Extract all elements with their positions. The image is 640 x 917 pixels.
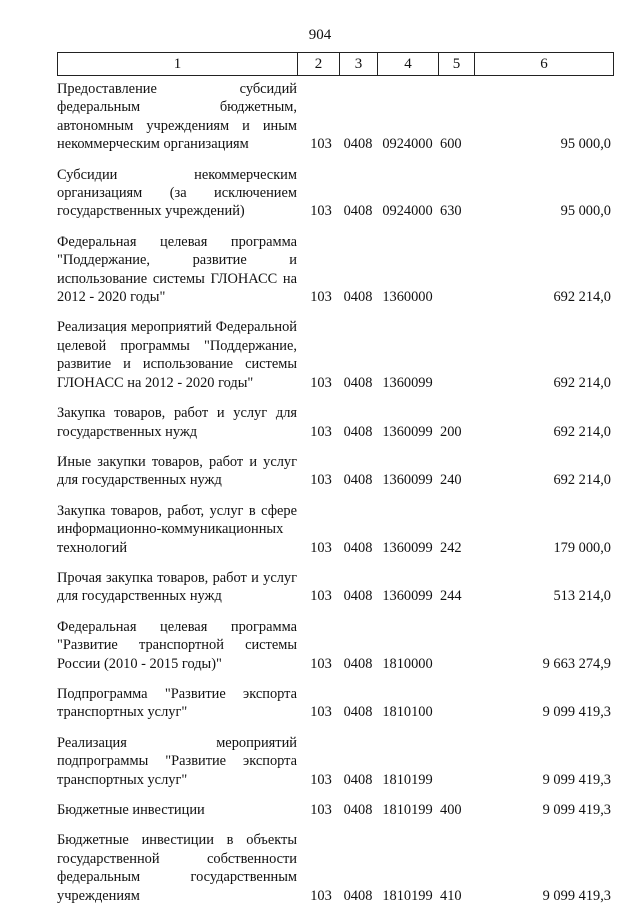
- row-col-4: 1360099: [382, 374, 433, 391]
- table-row: [57, 318, 614, 392]
- row-amount: 9 099 419,3: [542, 887, 611, 904]
- row-col-2: 103: [310, 539, 332, 556]
- row-col-5: 410: [440, 887, 462, 904]
- row-col-4: 1360099: [382, 423, 433, 440]
- row-col-5: 600: [440, 136, 462, 153]
- page-number: 904: [308, 27, 332, 43]
- row-col-3: 0408: [343, 539, 373, 556]
- row-col-2: 103: [310, 472, 332, 489]
- row-col-3: 0408: [343, 588, 373, 605]
- row-col-5: 200: [440, 423, 462, 440]
- row-amount: 9 099 419,3: [542, 802, 611, 818]
- table-row: [57, 569, 614, 606]
- row-name: Реализация мероприятий подпрограммы "Развитие экспорта транспортных услуг": [57, 734, 297, 788]
- header-col-4: 4: [378, 53, 439, 75]
- header-col-5: 5: [439, 53, 475, 75]
- row-amount: 692 214,0: [553, 374, 611, 391]
- row-col-2: 103: [310, 423, 332, 440]
- table-row: [57, 831, 614, 905]
- row-name: Подпрограмма "Развитие экспорта транспортных услуг": [57, 685, 297, 721]
- row-col-2: 103: [310, 136, 332, 153]
- row-col-2: 103: [310, 289, 332, 306]
- row-col-5: 400: [440, 802, 462, 818]
- row-col-4: 1360099: [382, 588, 433, 605]
- table-header: [57, 52, 614, 76]
- row-col-2: 103: [310, 771, 332, 788]
- row-col-4: 1810100: [382, 704, 433, 721]
- row-col-5: 244: [440, 588, 462, 605]
- row-col-4: 1810199: [382, 771, 433, 788]
- row-name: Закупка товаров, работ и услуг для государственных нужд: [57, 405, 297, 440]
- row-col-4: 1810199: [382, 887, 433, 904]
- table-row: [57, 502, 614, 557]
- header-col-6: 6: [540, 55, 548, 72]
- row-name: Закупка товаров, работ, услуг в сфере информационно-коммуникационных технологий: [57, 502, 297, 556]
- row-amount: 692 214,0: [553, 423, 611, 440]
- row-col-3: 0408: [343, 802, 373, 818]
- header-col-3: 3: [340, 53, 378, 75]
- table-row: [57, 453, 614, 490]
- row-amount: 95 000,0: [560, 136, 611, 153]
- row-name: Субсидии некоммерческим организациям (за исключением государственных учреждений): [57, 166, 297, 220]
- row-col-3: 0408: [343, 887, 373, 904]
- row-col-3: 0408: [343, 423, 373, 440]
- header-col-1: 1: [58, 53, 298, 75]
- row-col-3: 0408: [343, 136, 373, 153]
- row-col-2: 103: [310, 588, 332, 605]
- row-amount: 513 214,0: [553, 588, 611, 605]
- row-name: Бюджетные инвестиции: [57, 802, 205, 818]
- row-col-2: 103: [310, 887, 332, 904]
- table-row: [57, 801, 614, 819]
- row-name: Иные закупки товаров, работ и услуг для государственных нужд: [57, 453, 297, 489]
- table-row: [57, 404, 614, 441]
- row-col-4: 1360099: [382, 472, 433, 489]
- row-col-2: 103: [310, 203, 332, 220]
- row-col-3: 0408: [343, 374, 373, 391]
- row-col-4: 1360000: [382, 289, 433, 306]
- row-amount: 9 663 274,9: [542, 655, 611, 672]
- row-amount: 179 000,0: [553, 539, 611, 556]
- table-body: [57, 80, 614, 917]
- row-col-3: 0408: [343, 472, 373, 489]
- row-col-2: 103: [310, 374, 332, 391]
- row-col-4: 1810000: [382, 655, 433, 672]
- row-col-3: 0408: [343, 771, 373, 788]
- row-col-4: 0924000: [382, 203, 433, 220]
- row-col-5: 630: [440, 203, 462, 220]
- row-col-4: 1360099: [382, 539, 433, 556]
- row-amount: 692 214,0: [553, 472, 611, 489]
- header-col-2: 2: [298, 53, 340, 75]
- row-col-3: 0408: [343, 203, 373, 220]
- row-col-3: 0408: [343, 289, 373, 306]
- table-row: [57, 618, 614, 673]
- row-col-4: 0924000: [382, 136, 433, 153]
- row-amount: 95 000,0: [560, 203, 611, 220]
- table-row: [57, 233, 614, 307]
- row-col-2: 103: [310, 655, 332, 672]
- row-name: Предоставление субсидий федеральным бюджетным, автономным учреждениям и иным некоммерческим организациям: [57, 81, 297, 153]
- row-col-3: 0408: [343, 655, 373, 672]
- row-amount: 9 099 419,3: [542, 704, 611, 721]
- table-row: [57, 734, 614, 789]
- row-name: Федеральная целевая программа "Поддержание, развитие и использование системы ГЛОНАСС на 2012 - 2020 годы": [57, 233, 297, 306]
- row-name: Прочая закупка товаров, работ и услуг для государственных нужд: [57, 569, 297, 605]
- row-name: Федеральная целевая программа "Развитие транспортной системы России (2010 - 2015 годы)": [57, 618, 297, 672]
- row-col-3: 0408: [343, 704, 373, 721]
- row-col-4: 1810199: [382, 802, 433, 818]
- row-col-5: 242: [440, 539, 462, 556]
- row-name: Реализация мероприятий Федеральной целевой программы "Поддержание, развитие и использование системы ГЛОНАСС на 2012 - 2020 годы": [57, 319, 297, 391]
- row-col-5: 240: [440, 472, 462, 489]
- row-col-2: 103: [310, 704, 332, 721]
- table-row: [57, 80, 614, 154]
- table-row: [57, 166, 614, 221]
- row-col-2: 103: [310, 802, 332, 818]
- row-amount: 9 099 419,3: [542, 771, 611, 788]
- row-name: Бюджетные инвестиции в объекты государственной собственности федеральным государственным учреждениям: [57, 832, 297, 904]
- table-row: [57, 685, 614, 722]
- row-amount: 692 214,0: [553, 289, 611, 306]
